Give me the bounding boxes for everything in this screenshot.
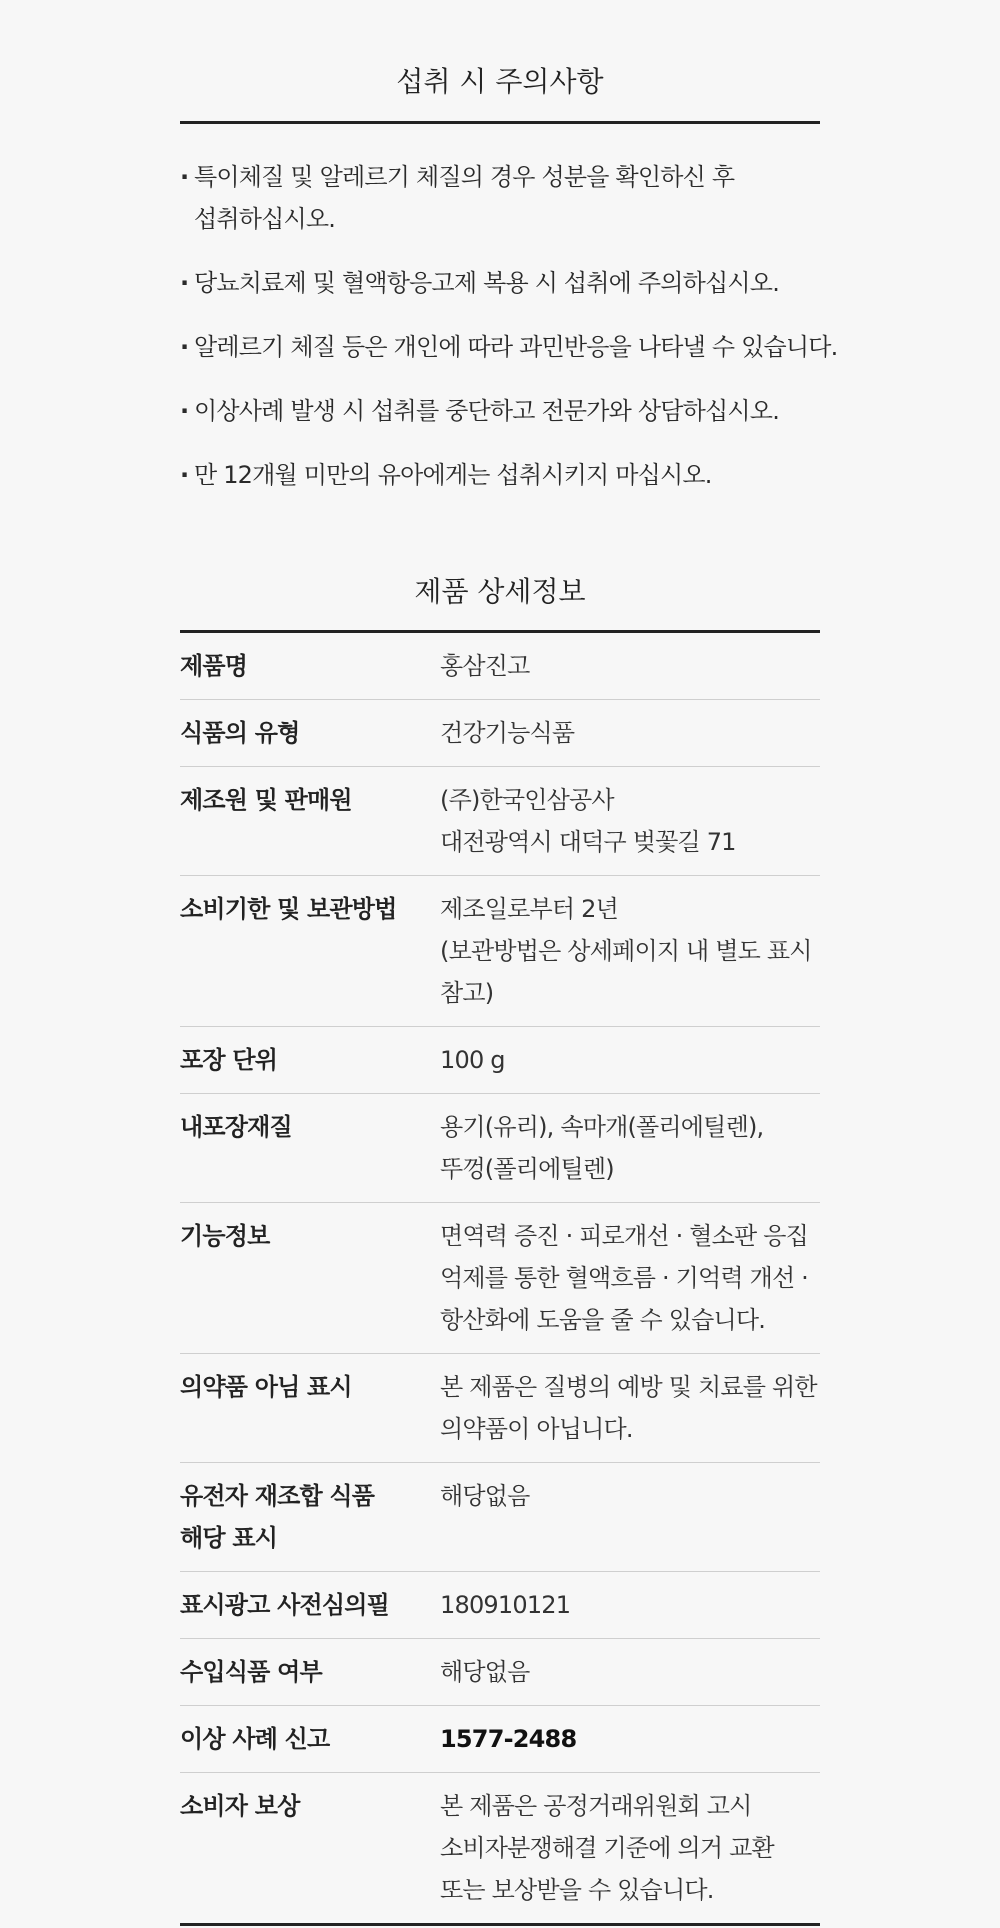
detail-label: 수입식품 여부	[180, 1658, 322, 1686]
detail-label: 유전자 재조합 식품 해당 표시	[180, 1482, 375, 1552]
product-detail-table	[180, 633, 820, 1926]
caution-item: · 특이체질 및 알레르기 체질의 경우 성분을 확인하신 후 섭취하십시오.	[180, 156, 880, 240]
detail-row-packaging-material	[180, 1094, 820, 1203]
detail-value: 면역력 증진 · 피로개선 · 혈소판 응집 억제를 통한 혈액흐름 · 기억력 개선 · 항산화에 도움을 줄 수 있습니다.	[440, 1222, 809, 1334]
detail-label: 내포장재질	[180, 1113, 292, 1141]
detail-label: 소비기한 및 보관방법	[180, 895, 397, 923]
detail-label: 제품명	[180, 652, 248, 680]
detail-row-imported	[180, 1639, 820, 1706]
detail-row-not-medicine	[180, 1354, 820, 1463]
detail-label: 표시광고 사전심의필	[180, 1591, 390, 1619]
detail-label: 포장 단위	[180, 1046, 278, 1074]
detail-row-function-info	[180, 1203, 820, 1354]
detail-row-gmo	[180, 1463, 820, 1572]
detail-label: 이상 사례 신고	[180, 1725, 330, 1753]
detail-value: 해당없음	[440, 1482, 530, 1510]
detail-value: 본 제품은 공정거래위원회 고시 소비자분쟁해결 기준에 의거 교환 또는 보상받을 수 있습니다.	[440, 1792, 774, 1904]
section-spacer	[180, 518, 820, 578]
detail-label: 의약품 아님 표시	[180, 1373, 352, 1401]
detail-value: 해당없음	[440, 1658, 530, 1686]
caution-item: · 이상사례 발생 시 섭취를 중단하고 전문가와 상담하십시오.	[180, 390, 880, 432]
detail-value: 용기(유리), 속마개(폴리에틸렌), 뚜껑(폴리에틸렌)	[440, 1113, 764, 1183]
detail-row-ad-review	[180, 1572, 820, 1639]
detail-row-expiry-storage	[180, 876, 820, 1027]
cautions-list	[180, 124, 880, 496]
detail-value: 본 제품은 질병의 예방 및 치료를 위한 의약품이 아닙니다.	[440, 1373, 817, 1443]
detail-row-package-unit	[180, 1027, 820, 1094]
report-phone-number: 1577-2488	[440, 1725, 577, 1753]
page-content	[180, 0, 838, 1926]
detail-row-product-name	[180, 633, 820, 700]
detail-value: 건강기능식품	[440, 719, 575, 747]
detail-value: 제조일로부터 2년 (보관방법은 상세페이지 내 별도 표시 참고)	[440, 895, 812, 1007]
detail-value: (주)한국인삼공사 대전광역시 대덕구 벚꽃길 71	[440, 786, 736, 856]
detail-row-food-type	[180, 700, 820, 767]
detail-label: 소비자 보상	[180, 1792, 300, 1820]
detail-row-adverse-report	[180, 1706, 820, 1773]
detail-label: 식품의 유형	[180, 719, 300, 747]
detail-row-consumer-compensation	[180, 1773, 820, 1925]
detail-label: 기능정보	[180, 1222, 270, 1250]
detail-value: 100 g	[440, 1046, 505, 1074]
caution-item: · 당뇨치료제 및 혈액항응고제 복용 시 섭취에 주의하십시오.	[180, 262, 880, 304]
cautions-title: 섭취 시 주의사항	[396, 65, 604, 98]
detail-label: 제조원 및 판매원	[180, 786, 352, 814]
caution-item: · 만 12개월 미만의 유아에게는 섭취시키지 마십시오.	[180, 454, 880, 496]
detail-row-manufacturer	[180, 767, 820, 876]
caution-item: · 알레르기 체질 등은 개인에 따라 과민반응을 나타낼 수 있습니다.	[180, 326, 880, 368]
detail-value: 180910121	[440, 1591, 571, 1619]
detail-value: 홍삼진고	[440, 652, 530, 680]
details-title: 제품 상세정보	[414, 575, 586, 608]
